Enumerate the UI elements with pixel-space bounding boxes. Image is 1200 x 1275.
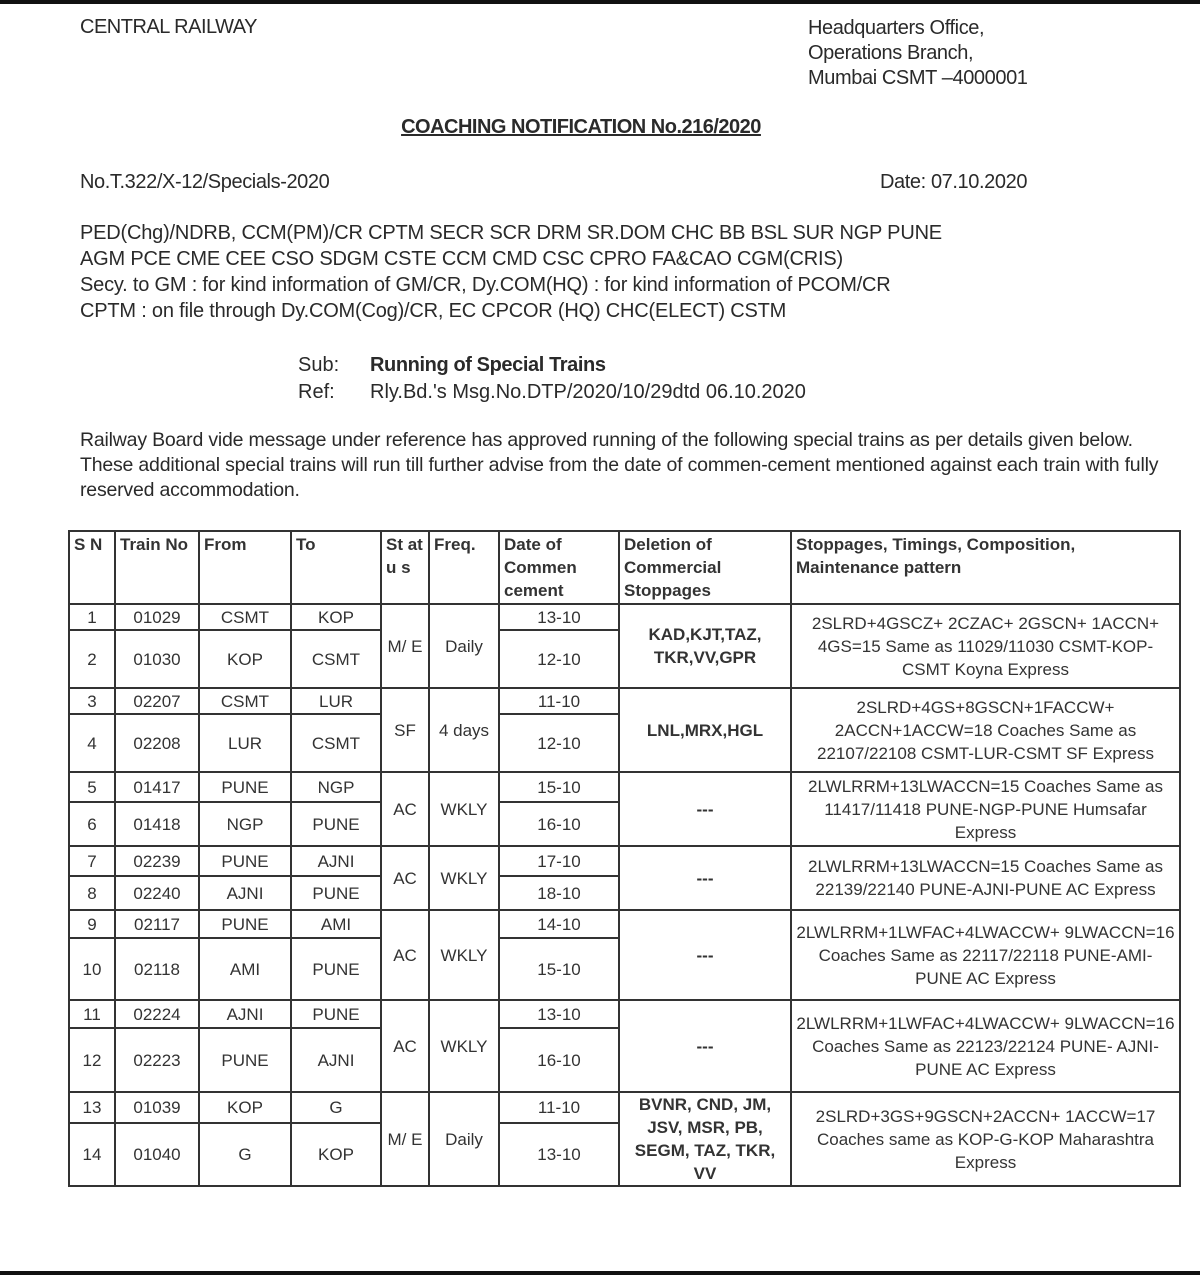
table-header-row: [69, 531, 1180, 604]
distribution-line: Secy. to GM : for kind information of GM/CR, Dy.COM(HQ) : for kind information of PCOM/CR: [80, 274, 891, 296]
cell-frequency: 4 days: [429, 688, 499, 772]
cell-deletion-stoppages: LNL,MRX,HGL: [619, 688, 791, 772]
cell-commencement-date: 15-10: [499, 938, 619, 1000]
cell-status: SF: [381, 688, 429, 772]
cell-sn: 6: [69, 802, 115, 846]
cell-to: PUNE: [291, 1000, 381, 1028]
cell-commencement-date: 15-10: [499, 772, 619, 802]
office-address: [808, 16, 1028, 91]
address-line: Mumbai CSMT –4000001: [808, 67, 1028, 89]
table-row: [69, 846, 1180, 876]
cell-commencement-date: 13-10: [499, 604, 619, 630]
cell-frequency: WKLY: [429, 846, 499, 910]
cell-composition: 2SLRD+4GS+8GSCN+1FACCW+ 2ACCN+1ACCW=18 Coaches Same as 22107/22108 CSMT-LUR-CSMT SF Express: [791, 688, 1180, 772]
cell-commencement-date: 13-10: [499, 1000, 619, 1028]
cell-deletion-stoppages: ---: [619, 772, 791, 846]
cell-to: PUNE: [291, 938, 381, 1000]
header-status: St atu s: [381, 531, 429, 604]
cell-to: PUNE: [291, 876, 381, 910]
address-line: Headquarters Office,: [808, 17, 985, 39]
cell-train-no: 01417: [115, 772, 199, 802]
header-from: From: [199, 531, 291, 604]
cell-frequency: WKLY: [429, 1000, 499, 1092]
bottom-border: [0, 1271, 1200, 1275]
cell-from: PUNE: [199, 910, 291, 938]
cell-train-no: 02117: [115, 910, 199, 938]
cell-frequency: Daily: [429, 1092, 499, 1186]
subject-text: Running of Special Trains: [370, 354, 606, 376]
header-sn: S N: [69, 531, 115, 604]
cell-status: M/ E: [381, 1092, 429, 1186]
cell-from: CSMT: [199, 688, 291, 714]
cell-train-no: 01030: [115, 630, 199, 688]
cell-from: G: [199, 1123, 291, 1186]
cell-frequency: WKLY: [429, 910, 499, 1000]
table-row: [69, 910, 1180, 938]
cell-composition: 2SLRD+3GS+9GSCN+2ACCN+ 1ACCW=17 Coaches same as KOP-G-KOP Maharashtra Express: [791, 1092, 1180, 1186]
cell-train-no: 02208: [115, 714, 199, 772]
cell-sn: 14: [69, 1123, 115, 1186]
special-trains-table: [68, 530, 1181, 1187]
cell-from: KOP: [199, 630, 291, 688]
cell-train-no: 02223: [115, 1028, 199, 1092]
cell-frequency: Daily: [429, 604, 499, 688]
organization-name: CENTRAL RAILWAY: [80, 16, 257, 38]
notification-date: Date: 07.10.2020: [880, 171, 1028, 193]
cell-to: AMI: [291, 910, 381, 938]
header-train-no: Train No: [115, 531, 199, 604]
cell-from: LUR: [199, 714, 291, 772]
cell-status: AC: [381, 846, 429, 910]
cell-sn: 2: [69, 630, 115, 688]
cell-sn: 5: [69, 772, 115, 802]
table-row: [69, 1000, 1180, 1028]
cell-train-no: 01039: [115, 1092, 199, 1123]
top-border: [0, 0, 1200, 4]
header-stoppages: Stoppages, Timings, Composition, Maintenance pattern: [791, 531, 1180, 604]
notification-title: COACHING NOTIFICATION No.216/2020: [401, 116, 761, 138]
header-to: To: [291, 531, 381, 604]
distribution-line: PED(Chg)/NDRB, CCM(PM)/CR CPTM SECR SCR DRM SR.DOM CHC BB BSL SUR NGP PUNE: [80, 222, 942, 244]
cell-commencement-date: 17-10: [499, 846, 619, 876]
reference-text: Rly.Bd.'s Msg.No.DTP/2020/10/29dtd 06.10.2020: [370, 381, 806, 403]
cell-to: CSMT: [291, 714, 381, 772]
cell-to: CSMT: [291, 630, 381, 688]
subject-block: [298, 352, 806, 406]
cell-train-no: 02207: [115, 688, 199, 714]
cell-from: AJNI: [199, 876, 291, 910]
cell-commencement-date: 16-10: [499, 1028, 619, 1092]
cell-commencement-date: 11-10: [499, 688, 619, 714]
header-deletion: Deletion of Commercial Stoppages: [619, 531, 791, 604]
cell-composition: 2LWLRRM+1LWFAC+4LWACCW+ 9LWACCN=16 Coaches Same as 22117/22118 PUNE-AMI-PUNE AC Express: [791, 910, 1180, 1000]
cell-from: CSMT: [199, 604, 291, 630]
cell-commencement-date: 14-10: [499, 910, 619, 938]
cell-to: AJNI: [291, 846, 381, 876]
cell-commencement-date: 13-10: [499, 1123, 619, 1186]
address-line: Operations Branch,: [808, 42, 974, 64]
cell-sn: 7: [69, 846, 115, 876]
cell-sn: 1: [69, 604, 115, 630]
cell-composition: 2SLRD+4GSCZ+ 2CZAC+ 2GSCN+ 1ACCN+ 4GS=15 Same as 11029/11030 CSMT-KOP-CSMT Koyna Express: [791, 604, 1180, 688]
table-row: [69, 772, 1180, 802]
cell-composition: 2LWLRRM+13LWACCN=15 Coaches Same as 22139/22140 PUNE-AJNI-PUNE AC Express: [791, 846, 1180, 910]
cell-train-no: 02118: [115, 938, 199, 1000]
cell-sn: 12: [69, 1028, 115, 1092]
cell-status: AC: [381, 772, 429, 846]
cell-commencement-date: 11-10: [499, 1092, 619, 1123]
cell-commencement-date: 18-10: [499, 876, 619, 910]
body-paragraph: Railway Board vide message under reference has approved running of the following special trains as per details given below. These additional special trains will run till further advise from the date of commen-cement mentioned against each train with fully reserved accommodation.: [80, 429, 1159, 501]
cell-status: M/ E: [381, 604, 429, 688]
cell-deletion-stoppages: ---: [619, 846, 791, 910]
cell-sn: 4: [69, 714, 115, 772]
cell-commencement-date: 12-10: [499, 630, 619, 688]
cell-to: LUR: [291, 688, 381, 714]
cell-composition: 2LWLRRM+1LWFAC+4LWACCW+ 9LWACCN=16 Coaches Same as 22123/22124 PUNE- AJNI-PUNE AC Express: [791, 1000, 1180, 1092]
cell-train-no: 02224: [115, 1000, 199, 1028]
cell-to: KOP: [291, 1123, 381, 1186]
cell-deletion-stoppages: ---: [619, 1000, 791, 1092]
cell-sn: 8: [69, 876, 115, 910]
cell-sn: 13: [69, 1092, 115, 1123]
cell-train-no: 02239: [115, 846, 199, 876]
cell-deletion-stoppages: BVNR, CND, JM, JSV, MSR, PB, SEGM, TAZ, TKR, VV: [619, 1092, 791, 1186]
cell-from: KOP: [199, 1092, 291, 1123]
table-row: [69, 688, 1180, 714]
cell-sn: 10: [69, 938, 115, 1000]
reference-label: Ref:: [298, 381, 335, 403]
cell-commencement-date: 12-10: [499, 714, 619, 772]
cell-from: PUNE: [199, 846, 291, 876]
table-row: [69, 1092, 1180, 1123]
cell-commencement-date: 16-10: [499, 802, 619, 846]
cell-train-no: 01040: [115, 1123, 199, 1186]
cell-from: AJNI: [199, 1000, 291, 1028]
cell-frequency: WKLY: [429, 772, 499, 846]
cell-deletion-stoppages: ---: [619, 910, 791, 1000]
cell-from: PUNE: [199, 1028, 291, 1092]
cell-status: AC: [381, 910, 429, 1000]
cell-train-no: 01029: [115, 604, 199, 630]
cell-sn: 3: [69, 688, 115, 714]
subject-label: Sub:: [298, 354, 340, 376]
cell-to: PUNE: [291, 802, 381, 846]
cell-deletion-stoppages: KAD,KJT,TAZ, TKR,VV,GPR: [619, 604, 791, 688]
cell-composition: 2LWLRRM+13LWACCN=15 Coaches Same as 11417/11418 PUNE-NGP-PUNE Humsafar Express: [791, 772, 1180, 846]
cell-train-no: 01418: [115, 802, 199, 846]
cell-status: AC: [381, 1000, 429, 1092]
cell-sn: 11: [69, 1000, 115, 1028]
distribution-line: AGM PCE CME CEE CSO SDGM CSTE CCM CMD CSC CPRO FA&CAO CGM(CRIS): [80, 248, 844, 270]
cell-from: AMI: [199, 938, 291, 1000]
table-row: [69, 604, 1180, 630]
cell-to: NGP: [291, 772, 381, 802]
distribution-line: CPTM : on file through Dy.COM(Cog)/CR, EC CPCOR (HQ) CHC(ELECT) CSTM: [80, 300, 787, 322]
header-freq: Freq.: [429, 531, 499, 604]
header-date: Date of Commen cement: [499, 531, 619, 604]
cell-to: G: [291, 1092, 381, 1123]
reference-number: No.T.322/X-12/Specials-2020: [80, 171, 330, 193]
cell-to: KOP: [291, 604, 381, 630]
cell-train-no: 02240: [115, 876, 199, 910]
cell-from: PUNE: [199, 772, 291, 802]
distribution-list: [80, 220, 942, 324]
cell-to: AJNI: [291, 1028, 381, 1092]
cell-from: NGP: [199, 802, 291, 846]
cell-sn: 9: [69, 910, 115, 938]
